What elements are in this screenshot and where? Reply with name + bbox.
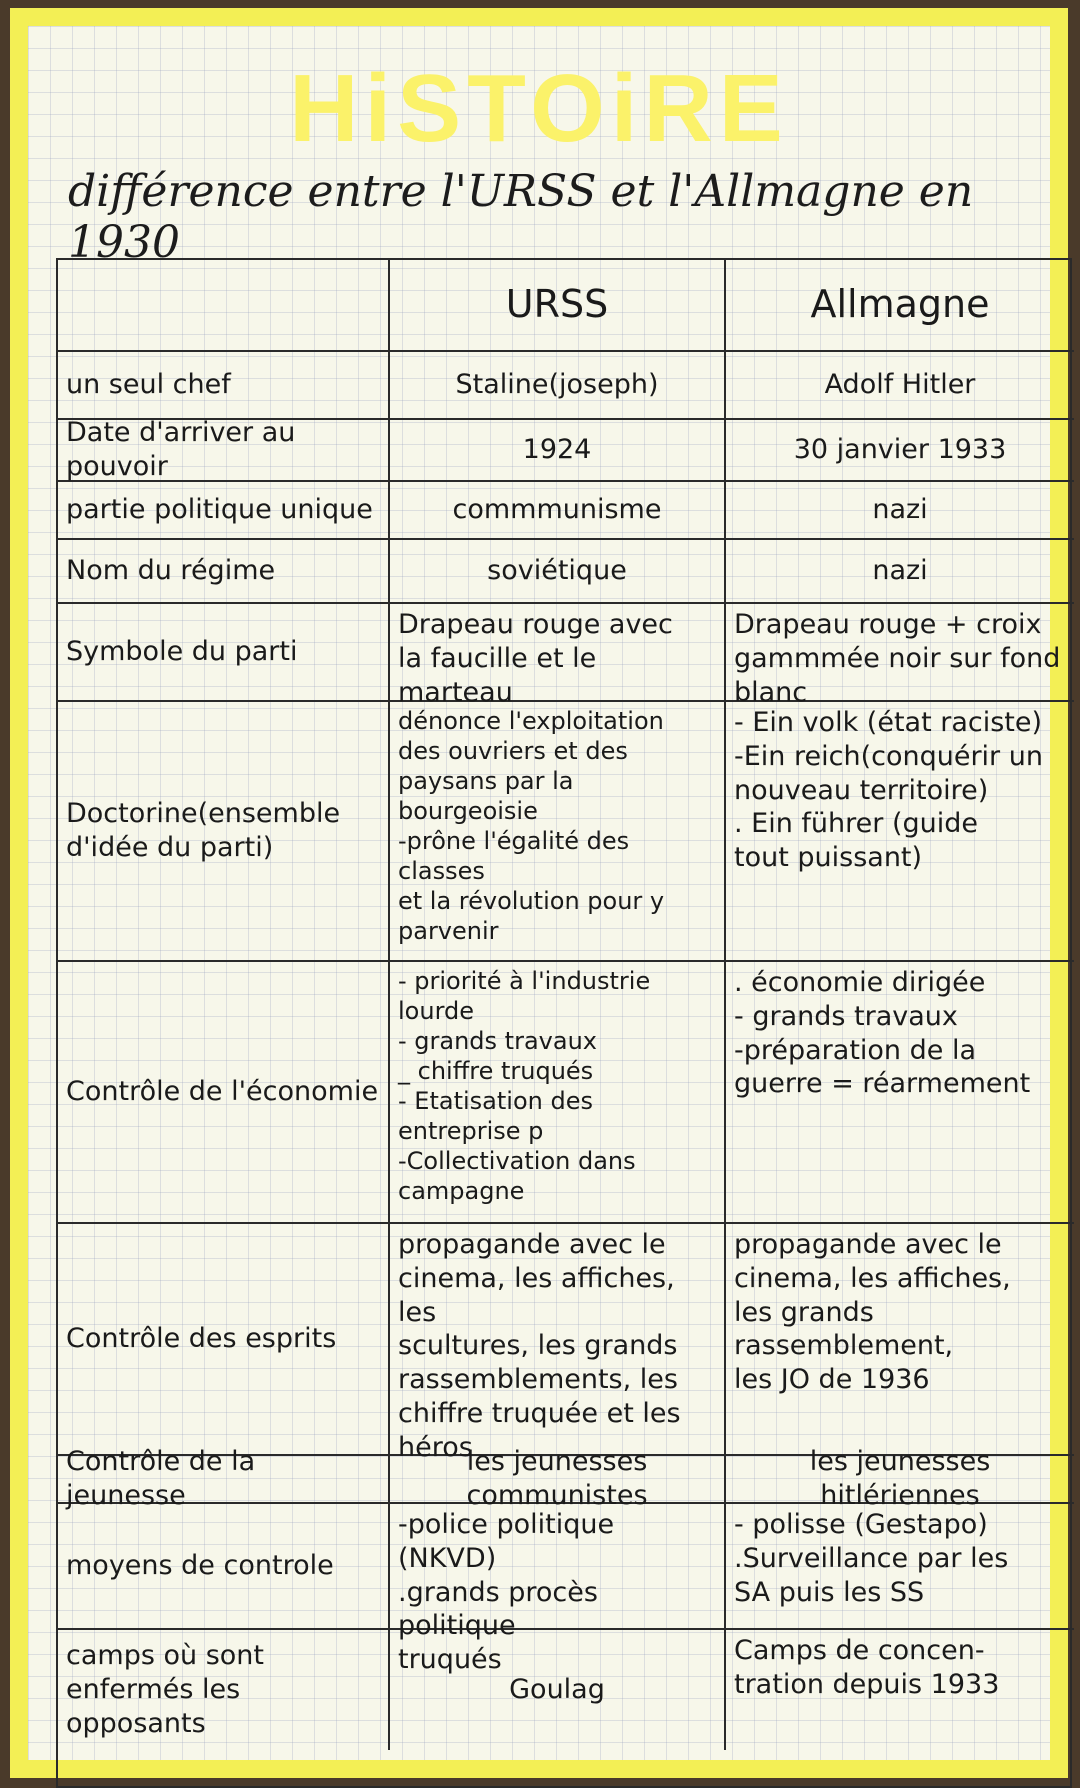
row-label: Contrôle de l'économie bbox=[58, 962, 390, 1224]
cell-lines bbox=[734, 1445, 1066, 1513]
cell-line: cinema, les affiches, les bbox=[398, 1262, 675, 1328]
row-label: Doctorine(ensemble d'idée du parti) bbox=[58, 702, 390, 962]
cell-line: les jeunesses hitlériennes bbox=[809, 1446, 991, 1511]
cell-allemagne bbox=[726, 1224, 1074, 1456]
cell-lines bbox=[734, 706, 1066, 875]
cell-line: guerre = réarmement bbox=[734, 1068, 1031, 1100]
cell-lines bbox=[734, 608, 1066, 709]
cell-lines bbox=[487, 554, 627, 588]
cell-line: .grands procès politique bbox=[398, 1576, 598, 1642]
table-header-empty bbox=[58, 260, 390, 352]
cell-line: -Ein reich(conquérir un bbox=[734, 740, 1043, 772]
cell-lines bbox=[734, 966, 1066, 1101]
cell-line: gammmée noir sur fond blanc bbox=[734, 642, 1061, 708]
cell-line: - Etatisation des entreprise p bbox=[398, 1087, 593, 1145]
notebook-page bbox=[10, 8, 1068, 1778]
cell-urss bbox=[390, 1504, 726, 1675]
row-label: un seul chef bbox=[58, 352, 390, 420]
cell-lines bbox=[734, 1228, 1066, 1397]
cell-line: 1924 bbox=[522, 434, 592, 466]
cell-allemagne bbox=[726, 1446, 1074, 1511]
cell-lines bbox=[453, 493, 662, 527]
cell-line: nazi bbox=[872, 555, 928, 587]
cell-line: des ouvriers et des bbox=[398, 737, 628, 765]
cell-line: Staline(joseph) bbox=[455, 369, 659, 401]
cell-line: et la révolution pour y bbox=[398, 887, 665, 915]
cell-urss bbox=[390, 540, 726, 604]
cell-lines bbox=[398, 1445, 716, 1513]
cell-line: -préparation de la bbox=[734, 1034, 977, 1066]
cell-lines bbox=[523, 433, 592, 467]
cell-line: paysans par la bourgeoisie bbox=[398, 767, 574, 825]
row-label: moyens de controle bbox=[58, 1504, 390, 1630]
cell-urss bbox=[390, 420, 726, 482]
cell-allemagne bbox=[726, 1630, 1074, 1750]
cell-allemagne bbox=[726, 420, 1074, 482]
cell-line: soviétique bbox=[487, 555, 627, 587]
cell-line: propagande avec le bbox=[398, 1229, 666, 1260]
cell-line: .Surveillance par les bbox=[734, 1542, 1009, 1574]
cell-line: - grands travaux bbox=[734, 1000, 958, 1032]
cell-line: la faucille et le marteau bbox=[398, 642, 597, 708]
cell-allemagne bbox=[726, 962, 1074, 1224]
page-subtitle: différence entre l'URSS et l'Allmagne en 1930 bbox=[68, 166, 974, 268]
cell-line: dénonce l'exploitation bbox=[398, 707, 664, 735]
cell-line: Drapeau rouge + croix bbox=[734, 609, 1042, 640]
row-label: Contrôle de la jeunesse bbox=[58, 1456, 390, 1504]
cell-line: -prône l'égalité des classes bbox=[398, 827, 630, 885]
cell-line: cinema, les affiches, bbox=[734, 1262, 1011, 1294]
cell-lines bbox=[734, 1634, 1066, 1702]
cell-line: chiffre truquée et les héros bbox=[398, 1397, 681, 1463]
cell-urss bbox=[390, 1446, 726, 1511]
cell-line: lourde bbox=[398, 997, 475, 1025]
cell-line: 30 janvier 1933 bbox=[793, 434, 1007, 466]
cell-line: rassemblements, les bbox=[398, 1364, 678, 1395]
cell-lines bbox=[398, 706, 716, 946]
cell-line: commmunisme bbox=[452, 494, 662, 526]
cell-line: - polisse (Gestapo) bbox=[734, 1509, 988, 1540]
table-header-urss: URSS bbox=[390, 260, 726, 352]
row-label: Contrôle des esprits bbox=[58, 1224, 390, 1456]
cell-lines bbox=[398, 1228, 716, 1464]
cell-line: nazi bbox=[872, 494, 928, 526]
cell-line: _ chiffre truqués bbox=[398, 1057, 594, 1085]
cell-line: -police politique (NKVD) bbox=[398, 1509, 615, 1574]
cell-urss bbox=[390, 1630, 726, 1750]
cell-line: tration depuis 1933 bbox=[734, 1668, 1000, 1700]
cell-lines bbox=[398, 608, 716, 709]
cell-urss bbox=[390, 702, 726, 962]
cell-urss bbox=[390, 482, 726, 540]
cell-lines bbox=[794, 433, 1007, 467]
row-label: Date d'arriver au pouvoir bbox=[58, 420, 390, 482]
cell-line: Goulag bbox=[509, 1674, 605, 1706]
cell-allemagne bbox=[726, 482, 1074, 540]
row-label: Symbole du parti bbox=[58, 604, 390, 702]
comparison-table bbox=[56, 258, 1072, 1788]
cell-line: les jeunesses communistes bbox=[466, 1446, 648, 1511]
cell-line: - grands travaux bbox=[398, 1027, 597, 1055]
cell-urss bbox=[390, 1224, 726, 1463]
cell-line: nouveau territoire) bbox=[734, 774, 989, 806]
row-label: camps où sont enfermés les opposants bbox=[58, 1630, 390, 1750]
cell-allemagne bbox=[726, 702, 1074, 962]
cell-line: -Collectivation dans campagne bbox=[398, 1147, 636, 1205]
cell-line: propagande avec le bbox=[734, 1229, 1002, 1260]
cell-allemagne bbox=[726, 352, 1074, 420]
cell-line: Camps de concen- bbox=[734, 1635, 985, 1666]
cell-lines bbox=[872, 493, 927, 527]
cell-lines bbox=[509, 1673, 605, 1707]
cell-urss bbox=[390, 962, 726, 1224]
cell-line: . Ein führer (guide bbox=[734, 808, 978, 840]
cell-line: les JO de 1936 bbox=[734, 1364, 930, 1395]
cell-lines bbox=[872, 554, 927, 588]
cell-allemagne bbox=[726, 1504, 1074, 1630]
cell-lines bbox=[734, 1508, 1066, 1609]
cell-lines bbox=[825, 368, 976, 402]
cell-line: . économie dirigée bbox=[734, 967, 986, 998]
cell-line: SA puis les SS bbox=[734, 1576, 925, 1608]
table-header-allemagne: Allmagne bbox=[726, 260, 1074, 352]
cell-line: - Ein volk (état raciste) bbox=[734, 707, 1043, 738]
row-label: Nom du régime bbox=[58, 540, 390, 604]
page-title: HiSTOiRE bbox=[289, 55, 789, 162]
cell-line: - priorité à l'industrie bbox=[398, 967, 651, 995]
cell-allemagne bbox=[726, 604, 1074, 708]
cell-line: les grands rassemblement, bbox=[734, 1296, 954, 1362]
cell-line: scultures, les grands bbox=[398, 1330, 678, 1362]
cell-line: Drapeau rouge avec bbox=[398, 609, 673, 640]
cell-urss bbox=[390, 352, 726, 420]
cell-line: tout puissant) bbox=[734, 842, 923, 873]
row-label: partie politique unique bbox=[58, 482, 390, 540]
cell-lines bbox=[455, 368, 658, 402]
cell-allemagne bbox=[726, 540, 1074, 604]
cell-line: Adolf Hitler bbox=[824, 369, 976, 401]
cell-urss bbox=[390, 604, 726, 708]
cell-line: parvenir bbox=[398, 917, 499, 945]
cell-lines bbox=[398, 966, 716, 1206]
cell-line: truqués bbox=[398, 1644, 502, 1675]
